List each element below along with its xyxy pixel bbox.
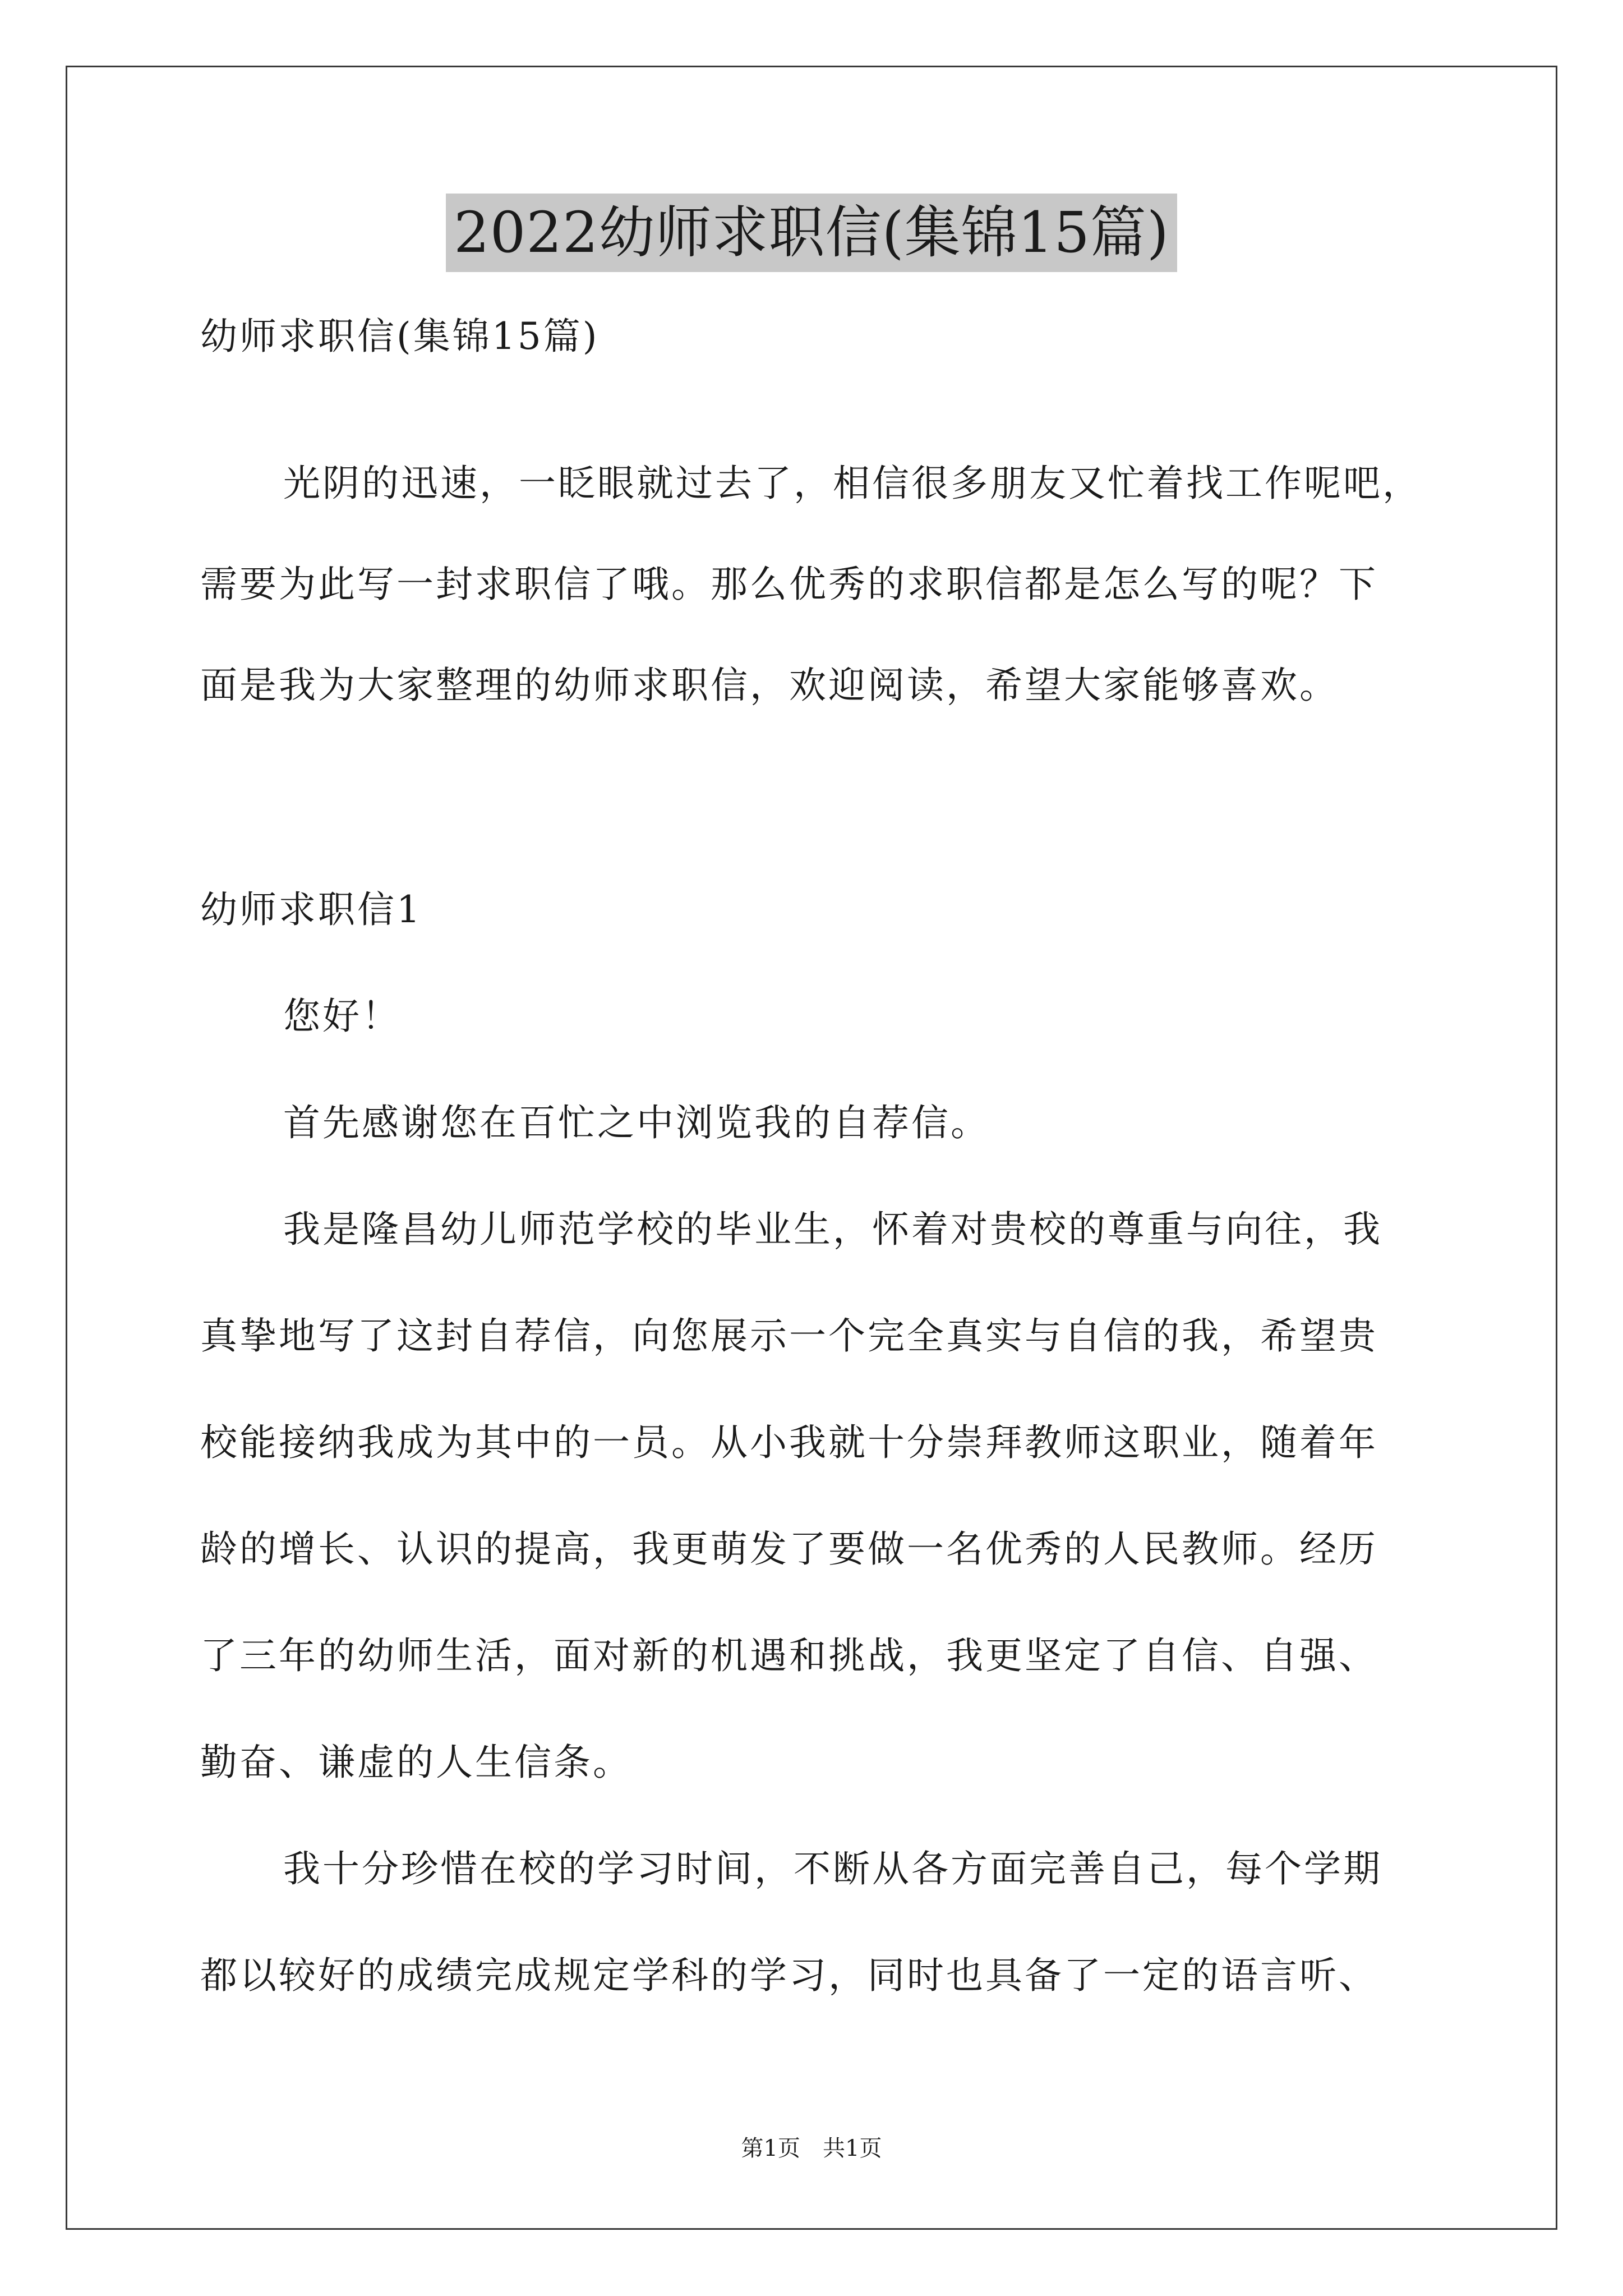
para1-line-1: 我是隆昌幼儿师范学校的毕业生，怀着对贵校的尊重与向往，我 xyxy=(283,1208,1382,1251)
title-block xyxy=(0,194,1623,272)
para1-line-3: 校能接纳我成为其中的一员。从小我就十分崇拜教师这职业，随着年 xyxy=(200,1421,1378,1464)
intro-line-3: 面是我为大家整理的幼师求职信，欢迎阅读，希望大家能够喜欢。 xyxy=(200,664,1339,707)
page-number: 第1页 共1页 xyxy=(741,2136,882,2161)
para1-line-2: 真挚地写了这封自荐信，向您展示一个完全真实与自信的我，希望贵 xyxy=(200,1314,1378,1358)
page-border xyxy=(66,66,1557,2230)
para1-line-4: 龄的增长、认识的提高，我更萌发了要做一名优秀的人民教师。经历 xyxy=(200,1527,1378,1571)
document-subtitle: 幼师求职信(集锦15篇) xyxy=(200,315,600,358)
document-title: 2022幼师求职信(集锦15篇) xyxy=(446,194,1177,272)
thanks-line: 首先感谢您在百忙之中浏览我的自荐信。 xyxy=(283,1101,990,1144)
greeting: 您好！ xyxy=(283,995,401,1038)
intro-line-1: 光阴的迅速，一眨眼就过去了，相信很多朋友又忙着找工作呢吧， xyxy=(283,462,1422,505)
para2-line-2: 都以较好的成绩完成规定学科的学习，同时也具备了一定的语言听、 xyxy=(200,1954,1378,1997)
para1-line-5: 了三年的幼师生活，面对新的机遇和挑战，我更坚定了自信、自强、 xyxy=(200,1634,1378,1677)
intro-line-2: 需要为此写一封求职信了哦。那么优秀的求职信都是怎么写的呢？下 xyxy=(200,563,1378,606)
para1-line-6: 勤奋、谦虚的人生信条。 xyxy=(200,1741,632,1784)
section-heading: 幼师求职信1 xyxy=(200,888,422,931)
para2-line-1: 我十分珍惜在校的学习时间，不断从各方面完善自己，每个学期 xyxy=(283,1847,1382,1890)
